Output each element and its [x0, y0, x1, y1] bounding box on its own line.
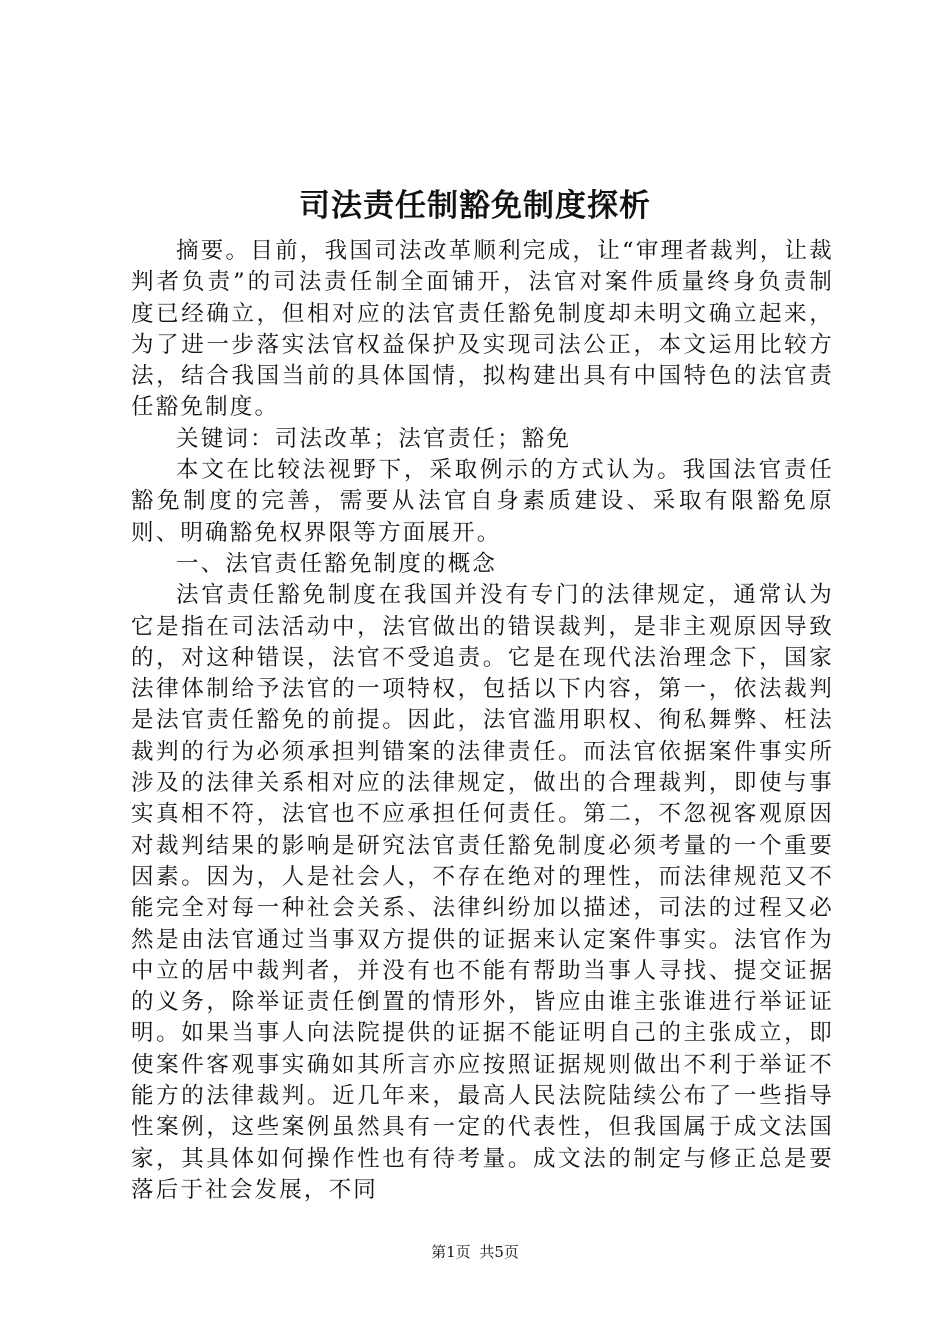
keywords-paragraph: 关键词：司法改革；法官责任；豁免: [176, 425, 572, 452]
page-number: 第1页: [431, 1243, 471, 1261]
page-total: 共5页: [479, 1243, 519, 1261]
intro-paragraph: 本文在比较法视野下，采取例示的方式认为。我国法官责任豁免制度的完善，需要从法官自身素质建设、采取有限豁免原则、明确豁免权界限等方面展开。: [131, 457, 834, 546]
document-title: 司法责任制豁免制度探析: [299, 188, 651, 224]
section-heading: 一、法官责任豁免制度的概念: [176, 550, 498, 577]
body-paragraph: 法官责任豁免制度在我国并没有专门的法律规定，通常认为它是指在司法活动中，法官做出的错误裁判，是非主观原因导致的，对这种错误，法官不受追责。它是在现代法治理念下，国家法律体制给予法官的一项特权，包括以下内容，第一，依法裁判是法官责任豁免的前提。因此，法官滥用职权、徇私舞弊、枉法裁判的行为必须承担判错案的法律责任。而法官依据案件事实所涉及的法律关系相对应的法律规定，做出的合理裁判，即使与事实真相不符，法官也不应承担任何责任。第二，不忽视客观原因对裁判结果的影响是研究法官责任豁免制度必须考量的一个重要因素。因为，人是社会人，不存在绝对的理性，而法律规范又不能完全对每一种社会关系、法律纠纷加以描述，司法的过程又必然是由法官通过当事双方提供的证据来认定案件事实。法官作为中立的居中裁判者，并没有也不能有帮助当事人寻找、提交证据的义务，除举证责任倒置的情形外，皆应由谁主张谁进行举证证明。如果当事人向法院提供的证据不能证明自己的主张成立，即使案件客观事实确如其所言亦应按照证据规则做出不利于举证不能方的法律裁判。近几年来，最高人民法院陆续公布了一些指导性案例，这些案例虽然具有一定的代表性，但我国属于成文法国家，其具体如何操作性也有待考量。成文法的制定与修正总是要落后于社会发展，不同: [131, 582, 834, 1203]
document-body: [131, 236, 834, 1206]
abstract-paragraph: 摘要。目前，我国司法改革顺利完成，让“审理者裁判，让裁判者负责”的司法责任制全面铺开，法官对案件质量终身负责制度已经确立，但相对应的法官责任豁免制度却未明文确立起来，为了进一步落实法官权益保护及实现司法公正，本文运用比较方法，结合我国当前的具体国情，拟构建出具有中国特色的法官责任豁免制度。: [131, 238, 834, 421]
page-footer: [0, 1242, 950, 1262]
